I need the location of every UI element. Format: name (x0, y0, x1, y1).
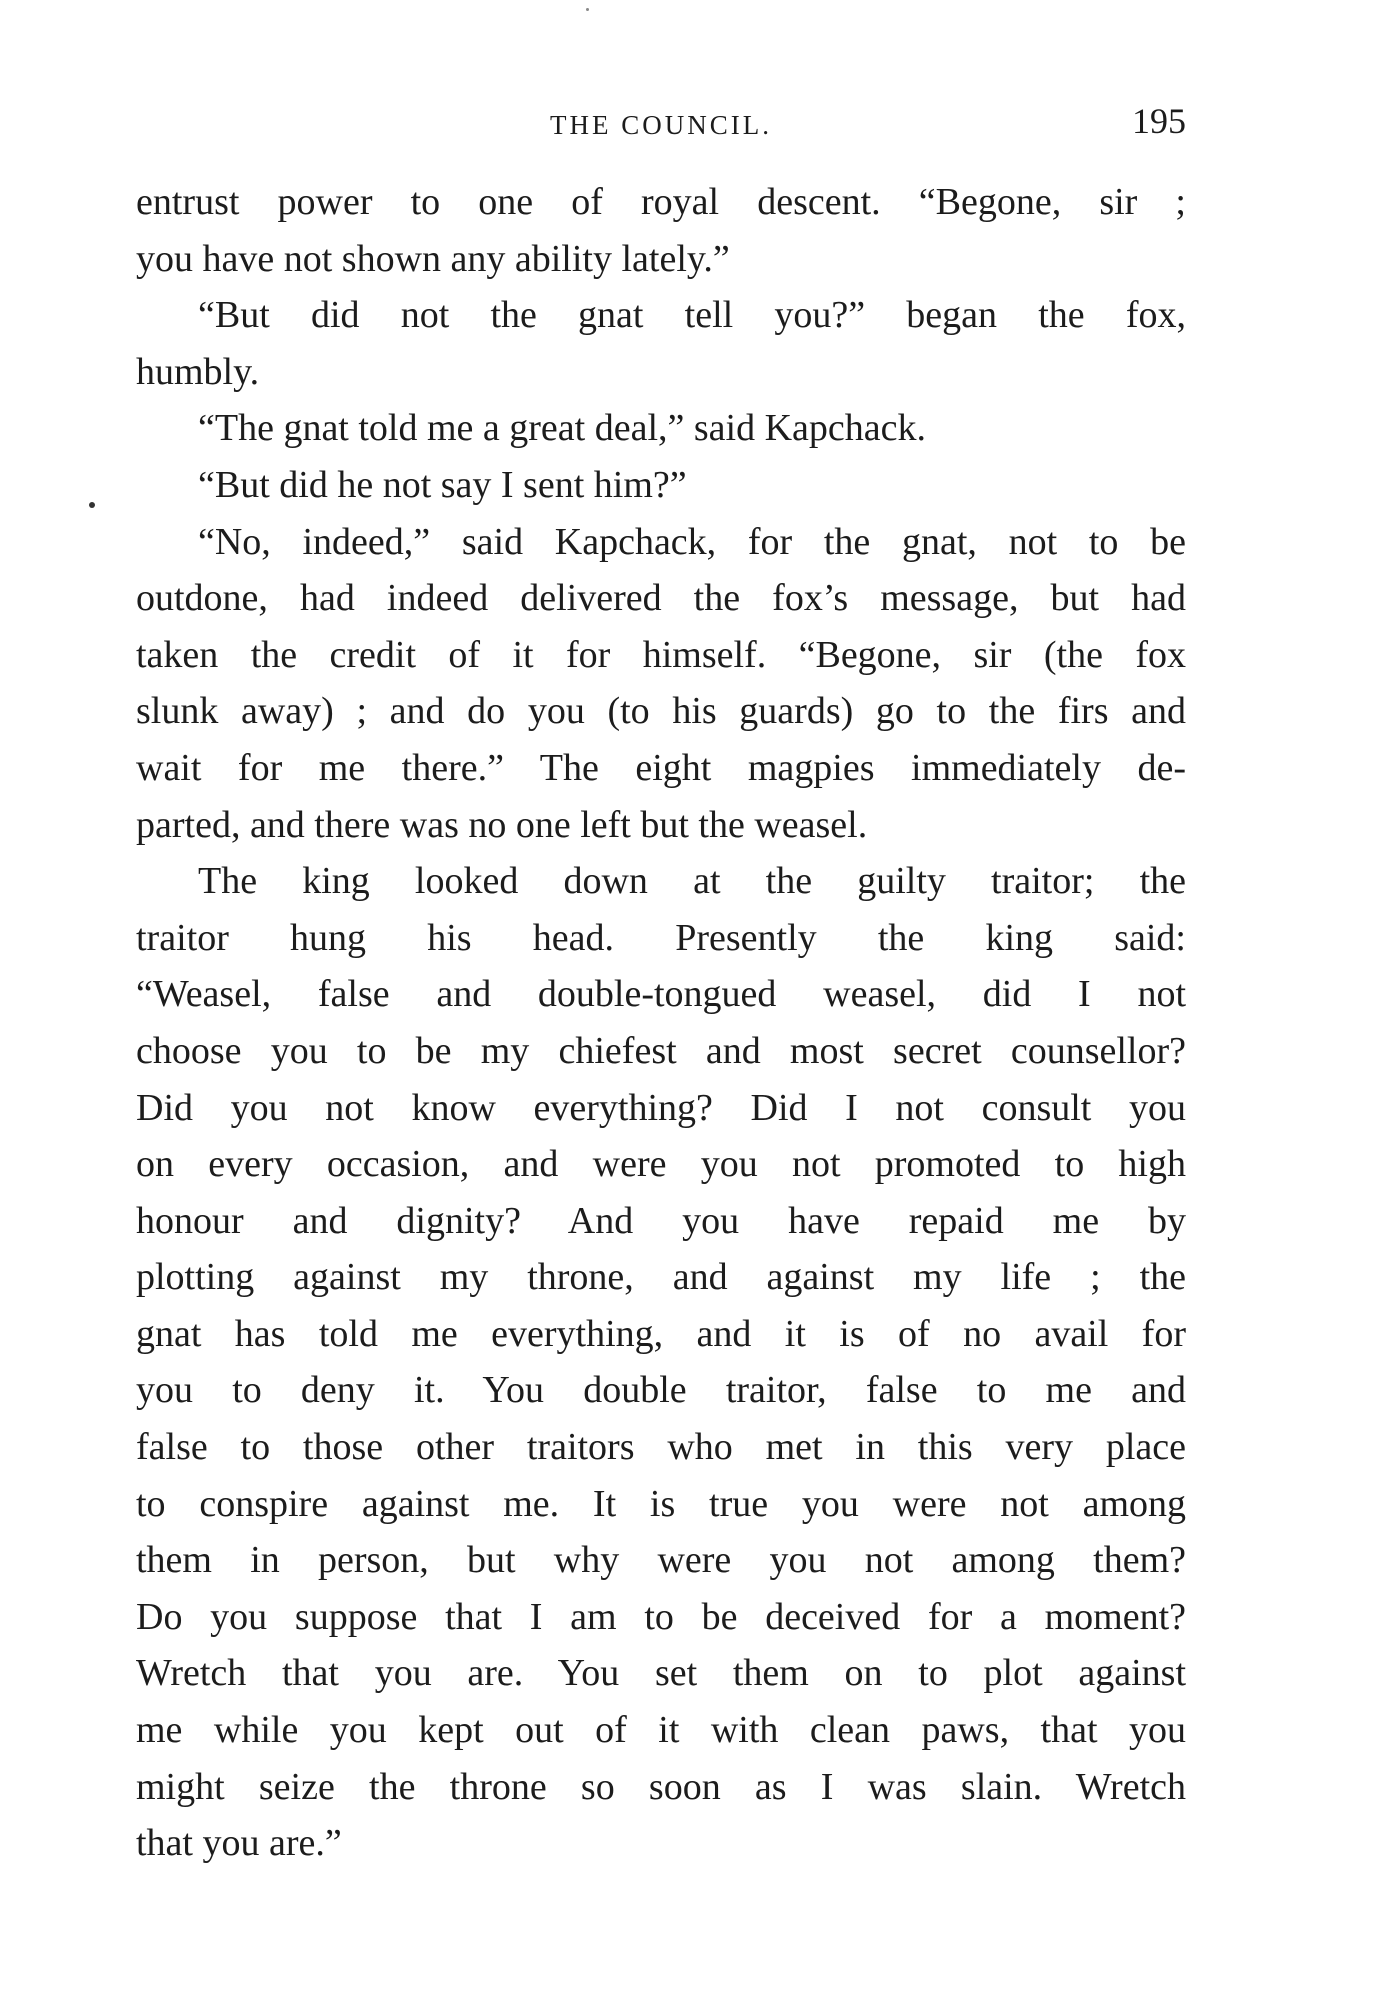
text-line: gnat has told me everything, and it is of no avail for (136, 1312, 1186, 1355)
text-line: them in person, but why were you not among them? (136, 1539, 1186, 1582)
text-line: taken the credit of it for himself. “Begone, sir (the fox (136, 633, 1186, 676)
text-line: The king looked down at the guilty traitor; the (198, 860, 1186, 903)
running-title: THE COUNCIL. (550, 110, 772, 140)
text-line: “But did he not say I sent him?” (198, 463, 687, 506)
text-line: “But did not the gnat tell you?” began the fox, (198, 294, 1186, 337)
text-line: on every occasion, and were you not promoted to high (136, 1143, 1186, 1186)
text-line: might seize the throne so soon as I was slain. Wretch (136, 1765, 1186, 1808)
page-number: 195 (1132, 101, 1186, 141)
text-line: choose you to be my chiefest and most secret counsellor? (136, 1029, 1186, 1072)
text-line: entrust power to one of royal descent. “Begone, sir ; (136, 181, 1186, 223)
text-line: “The gnat told me a great deal,” said Kapchack. (198, 407, 926, 450)
text-line: wait for me there.” The eight magpies immediately de- (136, 746, 1186, 789)
text-line: honour and dignity? And you have repaid me by (136, 1199, 1186, 1242)
margin-ink-dot (89, 502, 95, 508)
text-line: outdone, had indeed delivered the fox’s message, but had (136, 577, 1186, 620)
page-header (136, 100, 1186, 160)
text-line: slunk away) ; and do you (to his guards) go to the firs and (136, 690, 1186, 733)
text-line: “No, indeed,” said Kapchack, for the gnat, not to be (198, 520, 1186, 563)
body-text (136, 174, 1186, 1872)
text-line: false to those other traitors who met in this very place (136, 1426, 1186, 1469)
text-line: you have not shown any ability lately.” (136, 237, 730, 280)
text-line: to conspire against me. It is true you were not among (136, 1482, 1186, 1525)
text-line: plotting against my throne, and against my life ; the (136, 1256, 1186, 1299)
text-line: Do you suppose that I am to be deceived for a moment? (136, 1595, 1186, 1638)
text-line: me while you kept out of it with clean paws, that you (136, 1709, 1186, 1752)
text-line: that you are.” (136, 1822, 342, 1865)
text-line: Wretch that you are. You set them on to plot against (136, 1652, 1186, 1695)
text-line: parted, and there was no one left but the weasel. (136, 803, 868, 846)
text-line: you to deny it. You double traitor, false to me and (136, 1369, 1186, 1412)
text-line: “Weasel, false and double-tongued weasel, did I not (136, 973, 1186, 1016)
text-line: humbly. (136, 350, 260, 393)
text-line: traitor hung his head. Presently the king said: (136, 916, 1186, 959)
ink-speck (586, 8, 589, 11)
text-line: Did you not know everything? Did I not consult you (136, 1086, 1186, 1129)
